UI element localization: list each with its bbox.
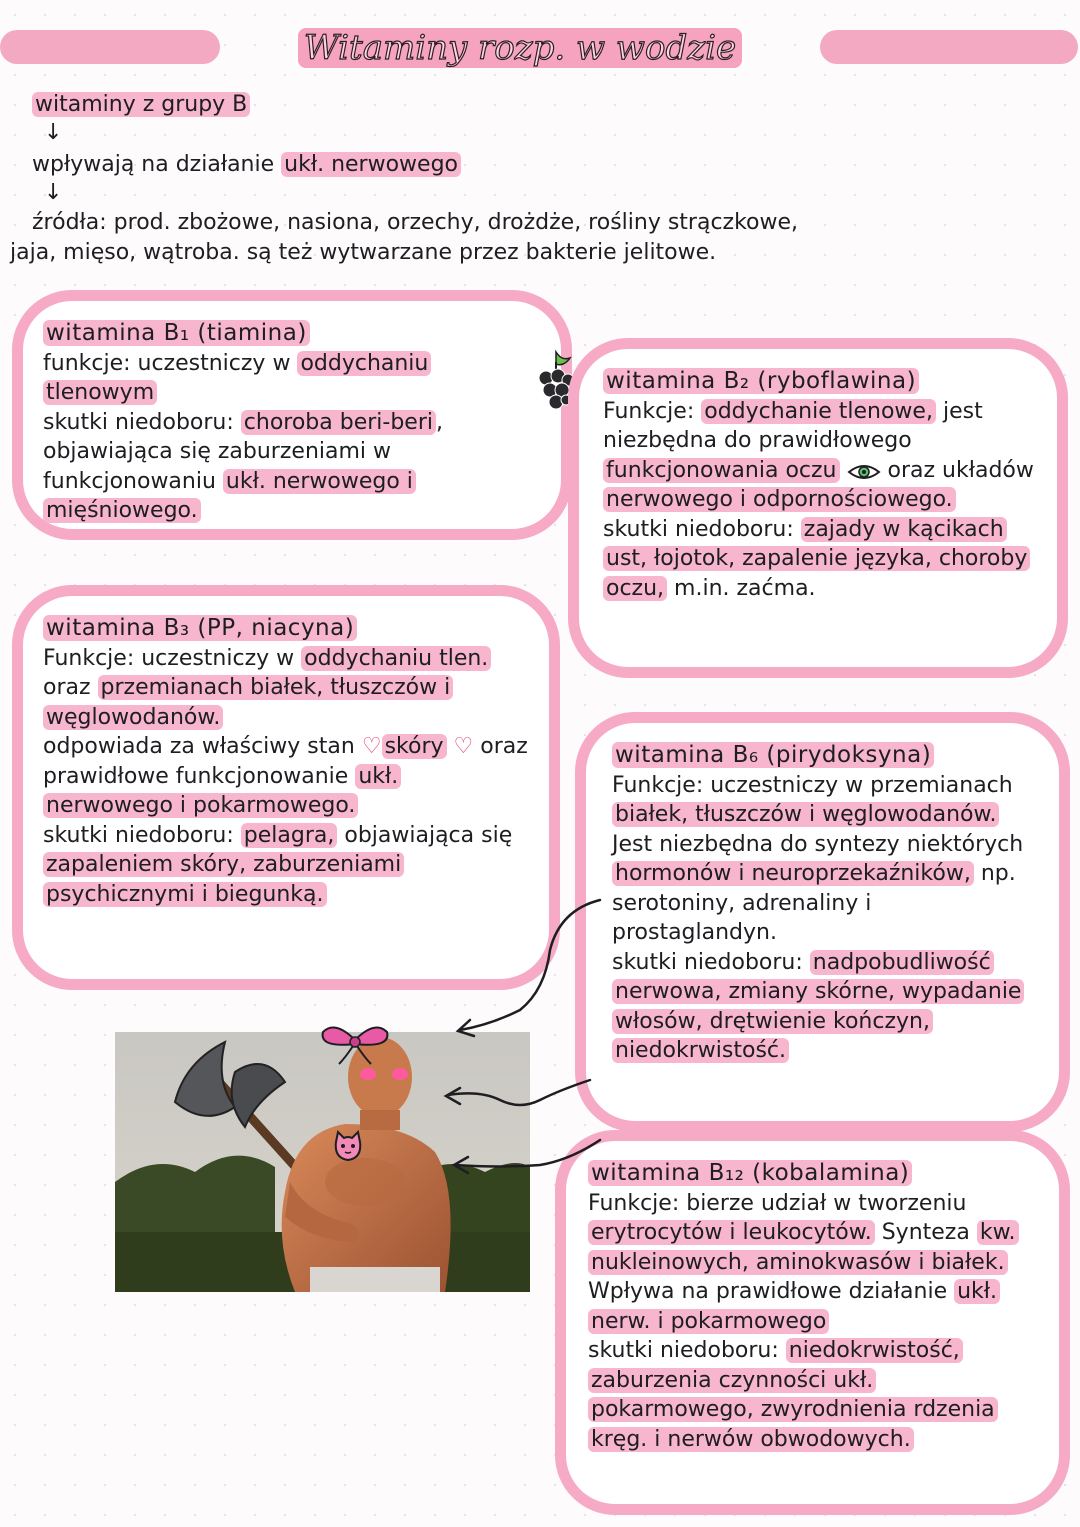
b2-heading: witamina B₂ (ryboflawina) [603, 368, 919, 394]
b6-heading: witamina B₆ (pirydoksyna) [612, 742, 934, 768]
heart-icon: ♡ [453, 734, 474, 759]
b3-heading: witamina B₃ (PP, niacyna) [43, 615, 357, 641]
intro-effect: wpływają na działanie ukł. nerwowego [32, 150, 461, 180]
cat-face-icon [330, 1128, 366, 1164]
b1-heading: witamina B₁ (tiamina) [43, 320, 310, 346]
vitamin-b12-card: witamina B₁₂ (kobalamina) Funkcje: bierze udział w tworzeniu erytrocytów i leukocytów. Synteza kw. nukleinowych, aminokwasów i białek. Wpływa na prawidłowe działanie ukł. nerw. i pokarmowego skutki niedoboru: niedokrwistość, zaburzenia czynności ukł. pokarmowego, zwyrodnienia rdzenia kręg. i nerwów obwodowych. [555, 1130, 1070, 1515]
down-arrow-icon: ↓ [44, 120, 63, 145]
vitamin-b1-card: witamina B₁ (tiamina) funkcje: uczestniczy w oddychaniu tlenowym skutki niedoboru: choroba beri-beri , objawiająca się zaburzeniami w funkcjonowaniu ukł. nerwowego i mięśniowego. [12, 290, 572, 540]
intro-sources-2: jaja, mięso, wątroba. są też wytwarzane przez bakterie jelitowe. [10, 240, 717, 265]
title-bar-left [0, 30, 220, 64]
title-area [0, 22, 1080, 74]
intro-group: witaminy z grupy B [32, 90, 250, 120]
strongman-photo [115, 1032, 530, 1292]
vitamin-b3-card: witamina B₃ (PP, niacyna) Funkcje: uczestniczy w oddychaniu tlen. oraz przemianach białek, tłuszczów i węglowodanów. odpowiada za właściwy stan ♡ skóry ♡ oraz prawidłowe funkcjonowanie ukł. nerwowego i pokarmowego. skutki niedoboru: pelagra, objawiająca się zapaleniem skóry, zaburzeniami psychicznymi i biegunką. [12, 585, 560, 990]
bow-icon [315, 1018, 395, 1068]
eye-icon [847, 461, 881, 481]
b12-heading: witamina B₁₂ (kobalamina) [588, 1160, 912, 1186]
vitamin-b2-card: witamina B₂ (ryboflawina) Funkcje: oddychanie tlenowe, jest niezbędna do prawidłowego funkcjonowania oczu oraz układów nerwowego i odpornościowego. skutki niedoboru: zajady w kącikach ust, łojotok, zapalenie języka, choroby oczu, m.in. zaćma. [568, 338, 1068, 678]
blush-icon [358, 1064, 410, 1084]
page-title: Witaminy rozp. w wodzie [215, 22, 825, 74]
title-bar-right [820, 30, 1078, 64]
vitamin-b6-card: witamina B₆ (pirydoksyna) Funkcje: uczestniczy w przemianach białek, tłuszczów i węglowodanów. Jest niezbędna do syntezy niektórych hormonów i neuroprzekaźników, np. serotoniny, adrenaliny i prostaglandyn. skutki niedoboru: nadpobudliwość nerwowa, zmiany skórne, wypadanie włosów, drętwienie kończyn, niedokrwistość. [575, 712, 1070, 1132]
down-arrow-icon: ↓ [44, 180, 63, 205]
heart-icon: ♡ [361, 734, 382, 759]
intro-sources-1: źródła: prod. zbożowe, nasiona, orzechy, drożdże, rośliny strączkowe, [32, 210, 799, 235]
